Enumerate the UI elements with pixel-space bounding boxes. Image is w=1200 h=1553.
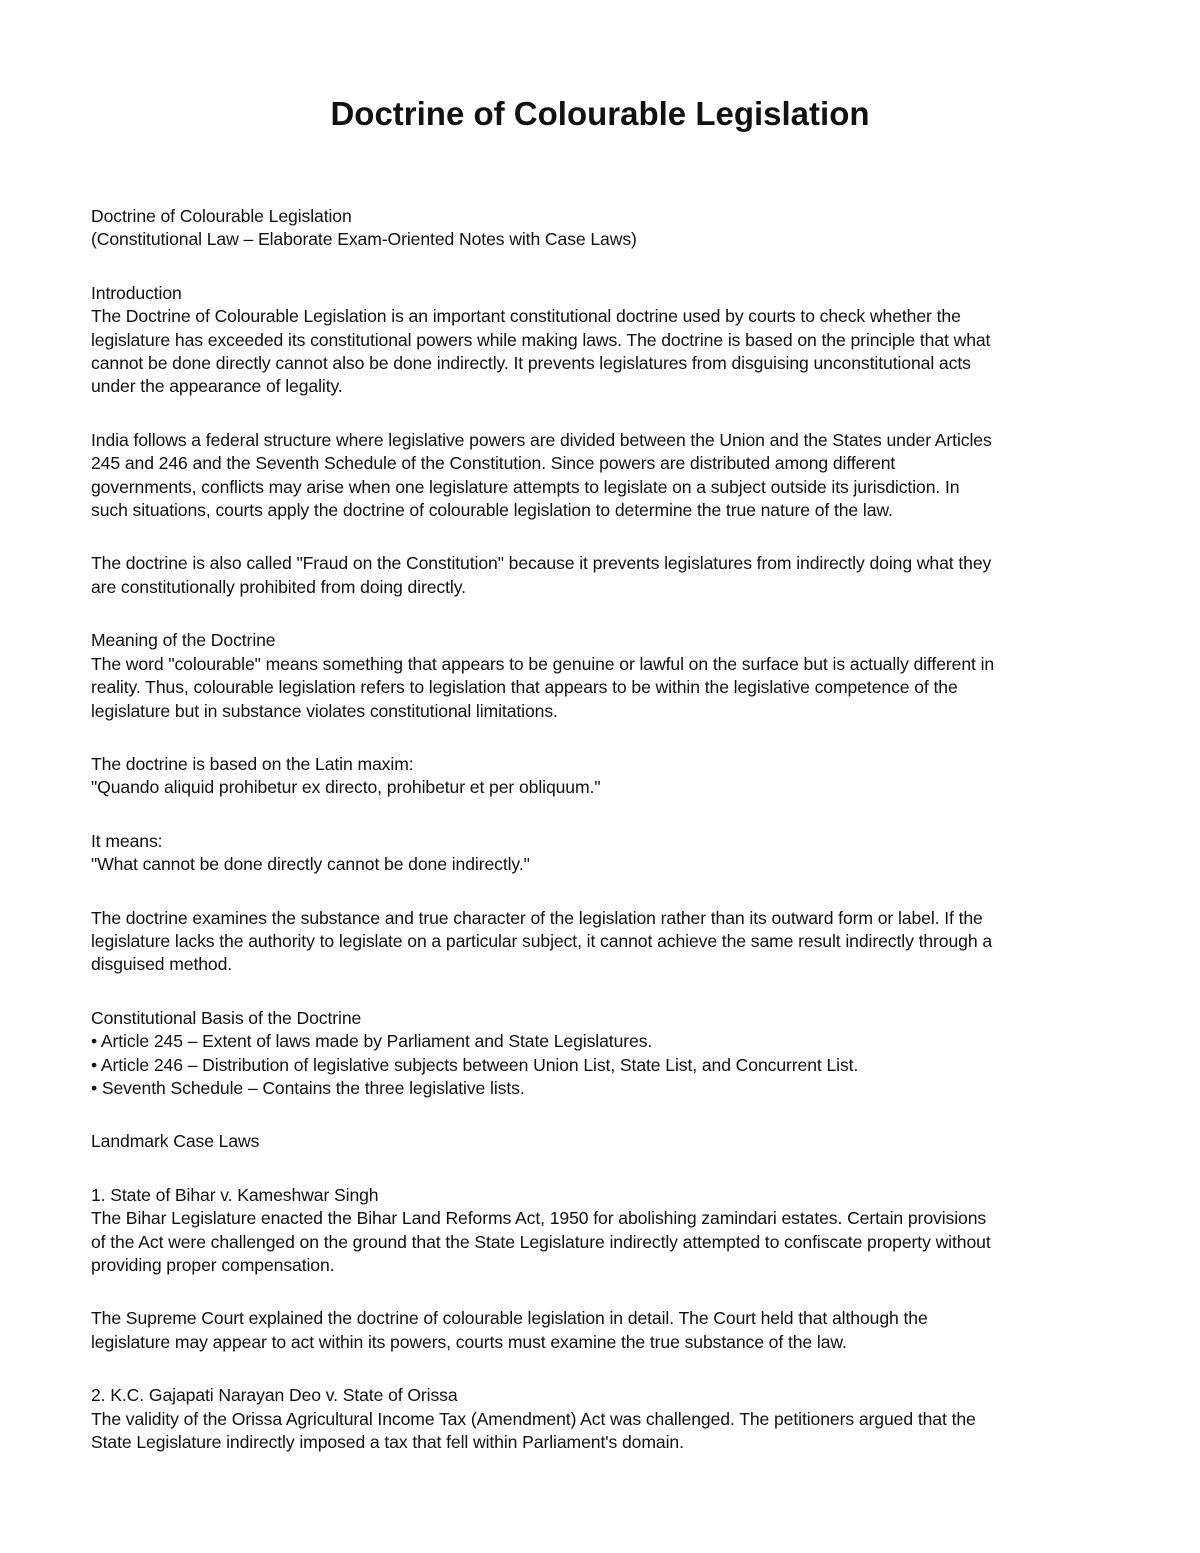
text-line: reality. Thus, colourable legislation refers to legislation that appears to be within the legislative competence of the [91, 677, 958, 698]
section-heading-introduction: Introduction [91, 282, 182, 303]
maxim-translation: "What cannot be done directly cannot be done indirectly." [91, 854, 530, 875]
list-item: • Seventh Schedule – Contains the three legislative lists. [91, 1077, 525, 1098]
text-line: governments, conflicts may arise when one legislature attempts to legislate on a subject outside its jurisdiction. In [91, 476, 960, 497]
list-item: • Article 246 – Distribution of legislative subjects between Union List, State List, and Concurrent List. [91, 1054, 859, 1075]
text-line: legislature but in substance violates constitutional limitations. [91, 700, 558, 721]
case-title: 2. K.C. Gajapati Narayan Deo v. State of Orissa [91, 1385, 458, 1406]
text-line: under the appearance of legality. [91, 376, 343, 397]
text-line: State Legislature indirectly imposed a tax that fell within Parliament's domain. [91, 1432, 684, 1453]
text-line: The Supreme Court explained the doctrine of colourable legislation in detail. The Court held that although the [91, 1308, 928, 1329]
section-heading-basis: Constitutional Basis of the Doctrine [91, 1007, 362, 1028]
text-line: legislature lacks the authority to legislate on a particular subject, it cannot achieve the same result indirectly through a [91, 930, 993, 951]
text-line: 245 and 246 and the Seventh Schedule of the Constitution. Since powers are distributed among different [91, 453, 896, 474]
text-line: legislature has exceeded its constitutional powers while making laws. The doctrine is based on the principle that what [91, 329, 991, 350]
document-title: Doctrine of Colourable Legislation [330, 95, 870, 132]
text-line: cannot be done directly cannot also be done indirectly. It prevents legislatures from disguising unconstitutional acts [91, 353, 971, 374]
text-line: of the Act were challenged on the ground that the State Legislature indirectly attempted to confiscate property without [91, 1231, 991, 1252]
text-line: The doctrine examines the substance and true character of the legislation rather than its outward form or label. If the [91, 907, 983, 928]
text-line: are constitutionally prohibited from doing directly. [91, 576, 466, 597]
text-line: legislature may appear to act within its powers, courts must examine the true substance of the law. [91, 1331, 847, 1352]
text-line: disguised method. [91, 954, 233, 975]
text-line: The doctrine is also called "Fraud on the Constitution" because it prevents legislatures from indirectly doing what they [91, 553, 992, 574]
latin-maxim: "Quando aliquid prohibetur ex directo, prohibetur et per obliquum." [91, 777, 601, 798]
section-heading-cases: Landmark Case Laws [91, 1131, 260, 1152]
text-line: The word "colourable" means something that appears to be genuine or lawful on the surface but is actually different in [91, 653, 995, 674]
text-line: The Bihar Legislature enacted the Bihar Land Reforms Act, 1950 for abolishing zamindari estates. Certain provisions [91, 1208, 987, 1229]
text-line: The Doctrine of Colourable Legislation is an important constitutional doctrine used by courts to check whether the [91, 306, 961, 327]
header-line: Doctrine of Colourable Legislation [91, 206, 352, 226]
means-intro: It means: [91, 830, 163, 851]
section-heading-meaning: Meaning of the Doctrine [91, 630, 276, 651]
text-line: India follows a federal structure where legislative powers are divided between the Union and the States under Articles [91, 429, 992, 450]
text-line: providing proper compensation. [91, 1255, 335, 1275]
document-body [91, 205, 1121, 1454]
header-subtitle: (Constitutional Law – Elaborate Exam-Oriented Notes with Case Laws) [91, 229, 637, 250]
text-line: The validity of the Orissa Agricultural Income Tax (Amendment) Act was challenged. The petitioners argued that the [91, 1408, 976, 1429]
case-title: 1. State of Bihar v. Kameshwar Singh [91, 1184, 379, 1205]
list-item: • Article 245 – Extent of laws made by Parliament and State Legislatures. [91, 1031, 653, 1052]
text-line: such situations, courts apply the doctrine of colourable legislation to determine the true nature of the law. [91, 500, 893, 521]
maxim-intro: The doctrine is based on the Latin maxim: [91, 753, 414, 774]
